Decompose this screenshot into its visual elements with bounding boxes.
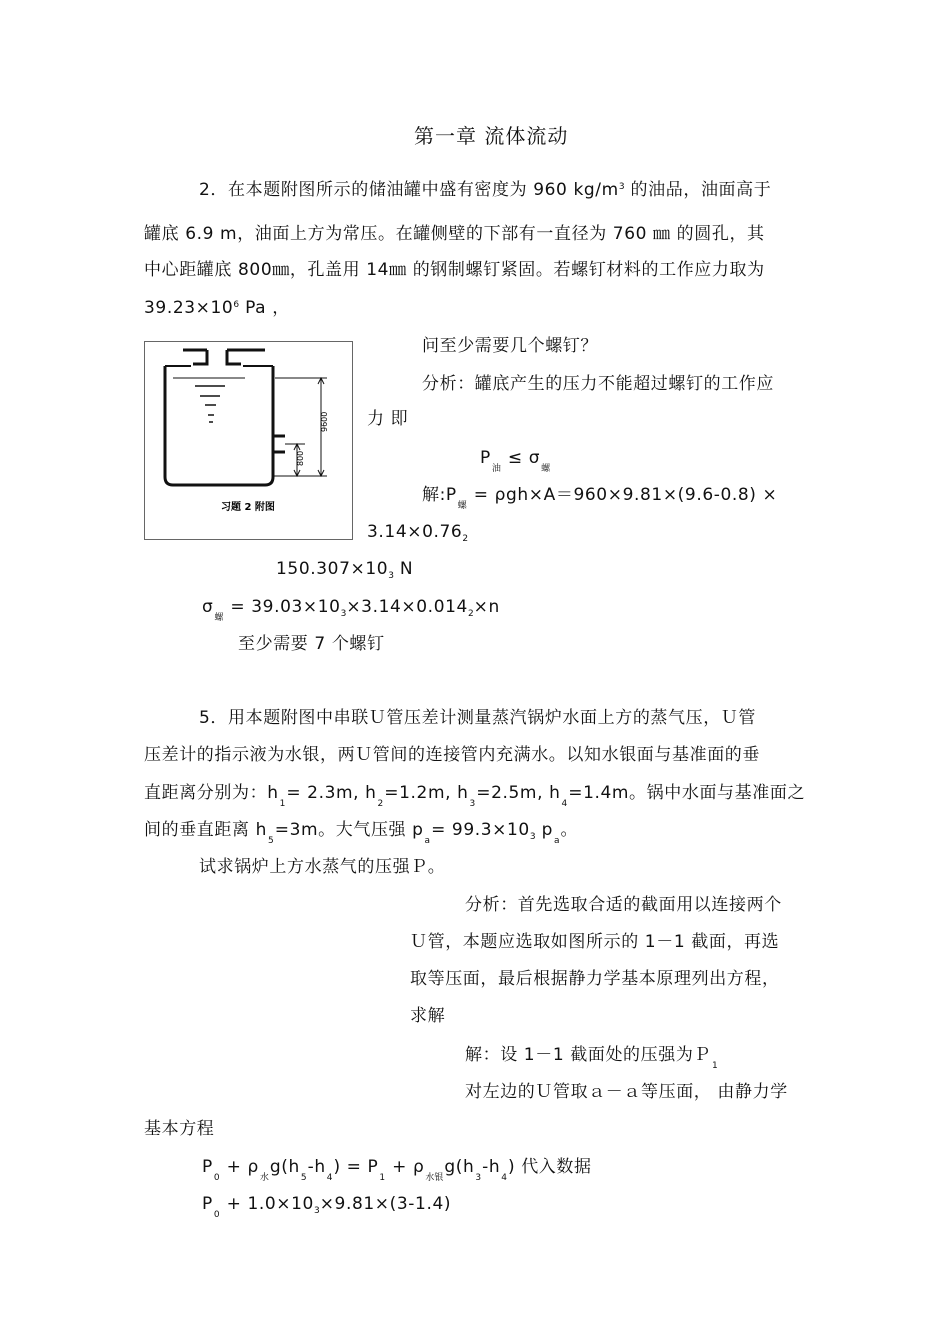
eq1-2: + ρ <box>220 1157 259 1177</box>
sol-b: = ρgh×A＝960×9.81×(9.6-0.8) × <box>467 485 778 505</box>
problem-2-line-2: 罐底 6.9 m，油面上方为常压。在罐侧壁的下部有一直径为 760 ㎜ 的圆孔，其 <box>144 224 765 244</box>
eq1-7: 4 <box>326 1173 333 1183</box>
p5-l3-s5: 3 <box>469 799 476 809</box>
eq1-12: g(h <box>444 1157 475 1177</box>
p2-solution-1 <box>422 485 778 511</box>
eq1-15: 4 <box>501 1173 507 1183</box>
p5-l4-t0: 间的垂直距离 h <box>144 820 267 840</box>
eq2-0: P <box>202 1194 213 1214</box>
eq1-0: P <box>202 1157 213 1177</box>
problem-2-line-4 <box>144 298 290 321</box>
p2-stress-exp: 6 <box>233 300 240 310</box>
eq1-16: ) 代入数据 <box>507 1157 592 1177</box>
ineq-op: ≤ σ <box>507 448 541 468</box>
p5-l3-t2: = 2.3m, h <box>286 783 377 803</box>
p5-l3-s1: 1 <box>279 799 286 809</box>
p5-sol1-sub: 1 <box>712 1061 718 1071</box>
p5-l4-t8: 。 <box>560 820 579 840</box>
eq1-1: 0 <box>213 1173 220 1183</box>
sig-sup2: 2 <box>467 609 474 619</box>
p2-question: 问至少需要几个螺钉？ <box>422 336 598 356</box>
sig-c: ×3.14×0.014 <box>346 597 468 617</box>
p2-analysis-1: 分析：罐底产生的压力不能超过螺钉的工作应 <box>422 374 774 394</box>
eq1-9: 1 <box>379 1173 386 1183</box>
sig-b: = 39.03×10 <box>224 597 341 617</box>
tank-diagram <box>145 342 352 539</box>
problem-2-line-1 <box>199 180 771 203</box>
sol3-text: 150.307×10 <box>276 559 389 579</box>
p5-l3-s7: 4 <box>561 799 568 809</box>
p2-stress-value: 39.23×10 <box>144 298 234 318</box>
p5-l3-t4: =1.2m, h <box>384 783 469 803</box>
problem-5-line-2: 压差计的指示液为水银，两Ｕ管间的连接管内充满水。以知水银面与基准面的垂 <box>144 745 760 765</box>
problem-2-line-3: 中心距罐底 800㎜，孔盖用 14㎜ 的钢制螺钉紧固。若螺钉材料的工作应力取为 <box>144 260 765 280</box>
sol3-unit: N <box>393 559 414 579</box>
p2-sigma-equation <box>202 597 500 623</box>
eq2-1: 0 <box>213 1210 220 1220</box>
p5-solution-3: 基本方程 <box>144 1119 215 1139</box>
sig-a: σ <box>202 597 214 617</box>
sol2-sup: 2 <box>462 534 469 544</box>
ineq-p: P <box>480 448 491 468</box>
p2-line1-text: 2．在本题附图所示的储油罐中盛有密度为 960 kg/ <box>199 180 602 200</box>
figure-caption: 习题 2 附图 <box>221 502 275 513</box>
sol-a: 解:P <box>422 485 457 505</box>
p5-l4-t2: =3m。大气压强 p <box>274 820 424 840</box>
eq1-8: ) = P <box>333 1157 379 1177</box>
ineq-sigma-sub: 螺 <box>541 464 551 474</box>
problem-5-line-3 <box>144 783 806 809</box>
p2-solution-2 <box>367 522 468 545</box>
p5-l4-t6: p <box>535 820 553 840</box>
dim-hole-label: 800 <box>296 450 305 466</box>
p5-l3-t0: 直距离分别为：h <box>144 783 279 803</box>
eq1-5: 5 <box>300 1173 307 1183</box>
p2-analysis-2: 力 即 <box>367 409 409 429</box>
p5-solution-2: 对左边的Ｕ管取ａ－ａ等压面， 由静力学 <box>465 1082 788 1102</box>
problem-5-line-1: 5．用本题附图中串联Ｕ管压差计测量蒸汽锅炉水面上方的蒸气压，Ｕ管 <box>199 708 757 728</box>
eq1-4: g(h <box>269 1157 300 1177</box>
p5-sol1-text: 解：设 1－1 截面处的压强为Ｐ <box>465 1045 712 1065</box>
eq1-10: + ρ <box>386 1157 425 1177</box>
eq2-3: 3 <box>313 1206 320 1216</box>
eq2-2: + 1.0×10 <box>220 1194 314 1214</box>
sol2-text: 3.14×0.76 <box>367 522 463 542</box>
p5-l4-s3: a <box>424 836 431 846</box>
eq1-13: 3 <box>475 1173 482 1183</box>
p2-stress-unit: Pa ， <box>239 298 290 318</box>
p5-l4-s1: 5 <box>267 836 274 846</box>
sig-sub: 螺 <box>214 613 224 623</box>
p5-l3-t8: =1.4m。锅中水面与基准面之 <box>568 783 806 803</box>
p2-unit-sup: 3 <box>618 182 625 192</box>
eq1-6: -h <box>307 1157 326 1177</box>
figure-tank <box>144 341 353 540</box>
p5-equation-2 <box>202 1194 452 1220</box>
p5-question: 试求锅炉上方水蒸气的压强Ｐ。 <box>199 857 446 877</box>
p5-l3-s3: 2 <box>377 799 384 809</box>
sol3-sup: 3 <box>388 571 394 581</box>
p2-solution-3 <box>276 559 413 582</box>
p5-l4-sup5: 3 <box>529 832 536 842</box>
p5-l3-t6: =2.5m, h <box>476 783 561 803</box>
eq2-4: ×9.81×(3-1.4) <box>319 1194 452 1214</box>
eq1-3: 水 <box>259 1173 269 1183</box>
p2-unit: m <box>601 180 619 200</box>
p2-line1-end: 的油品，油面高于 <box>624 180 772 200</box>
problem-5-line-4 <box>144 820 579 846</box>
p5-equation-1 <box>202 1157 592 1183</box>
sig-d: ×n <box>473 597 500 617</box>
p2-answer: 至少需要 7 个螺钉 <box>238 634 385 654</box>
p5-solution-1 <box>465 1045 719 1071</box>
sig-sup1: 3 <box>340 609 347 619</box>
dim-height-label: 9600 <box>320 411 329 432</box>
chapter-title: 第一章 流体流动 <box>414 124 569 148</box>
p5-analysis-4: 求解 <box>410 1006 446 1026</box>
p5-analysis-1: 分析：首先选取合适的截面用以连接两个 <box>465 895 782 915</box>
sol-a-sub: 螺 <box>457 501 467 511</box>
p2-inequality <box>480 448 551 474</box>
p5-analysis-2: Ｕ管，本题应选取如图所示的 1－1 截面，再选 <box>410 932 780 952</box>
ineq-p-sub: 油 <box>491 464 501 474</box>
eq1-11: 水银 <box>425 1173 444 1183</box>
eq1-14: -h <box>482 1157 501 1177</box>
p5-analysis-3: 取等压面，最后根据静力学基本原理列出方程， <box>410 969 780 989</box>
p5-l4-s7: a <box>553 836 560 846</box>
p5-l4-t4: = 99.3×10 <box>431 820 530 840</box>
